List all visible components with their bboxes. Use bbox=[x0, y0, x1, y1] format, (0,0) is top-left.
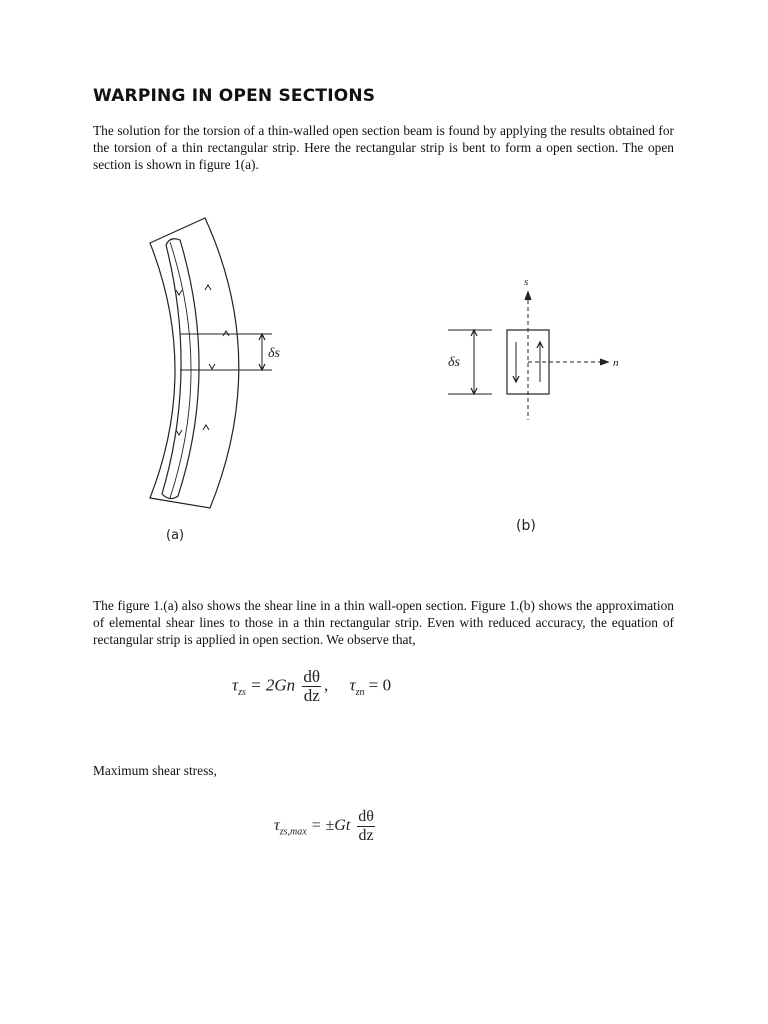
page-title: WARPING IN OPEN SECTIONS bbox=[93, 86, 376, 106]
shear-stress-equation: $\tau_{zs} = 2Gn$ $\frac{d\theta}{dz}$ , $\tau_{zn} = 0$ bbox=[232, 667, 392, 705]
intro-paragraph: The solution for the torsion of a thin-walled open section beam is found by applying the results obtained for the torsion of a thin rectangular strip. Here the rectangular strip is bent to form a open section. The open section is shown in figure 1(a). bbox=[93, 123, 674, 172]
figure-1b-delta-s: δs bbox=[448, 355, 460, 370]
figure-1b-axis-s: s bbox=[524, 276, 529, 288]
figure-1a-label: (a) bbox=[166, 528, 185, 543]
max-stress-label: Maximum shear stress, bbox=[93, 763, 217, 778]
max-shear-stress-equation: $\tau_{zs,max} = \pm Gt$ $\frac{d\theta}{dz}$ bbox=[274, 808, 374, 844]
figure-1a-curved-section bbox=[150, 218, 272, 508]
figure-1b-label: (b) bbox=[516, 518, 536, 534]
figure-1b-rect-element bbox=[448, 292, 608, 420]
figure-1 bbox=[0, 200, 768, 550]
explanation-paragraph: The figure 1.(a) also shows the shear line in a thin wall-open section. Figure 1.(b) shows the approximation of elemental shear lines to those in a thin rectangular strip. Even with reduced accuracy, the equation of rectangular strip is applied in open section. We observe that, bbox=[93, 598, 674, 647]
figure-1b-axis-n: n bbox=[613, 357, 619, 369]
figure-1a-delta-s: δs bbox=[268, 346, 280, 361]
